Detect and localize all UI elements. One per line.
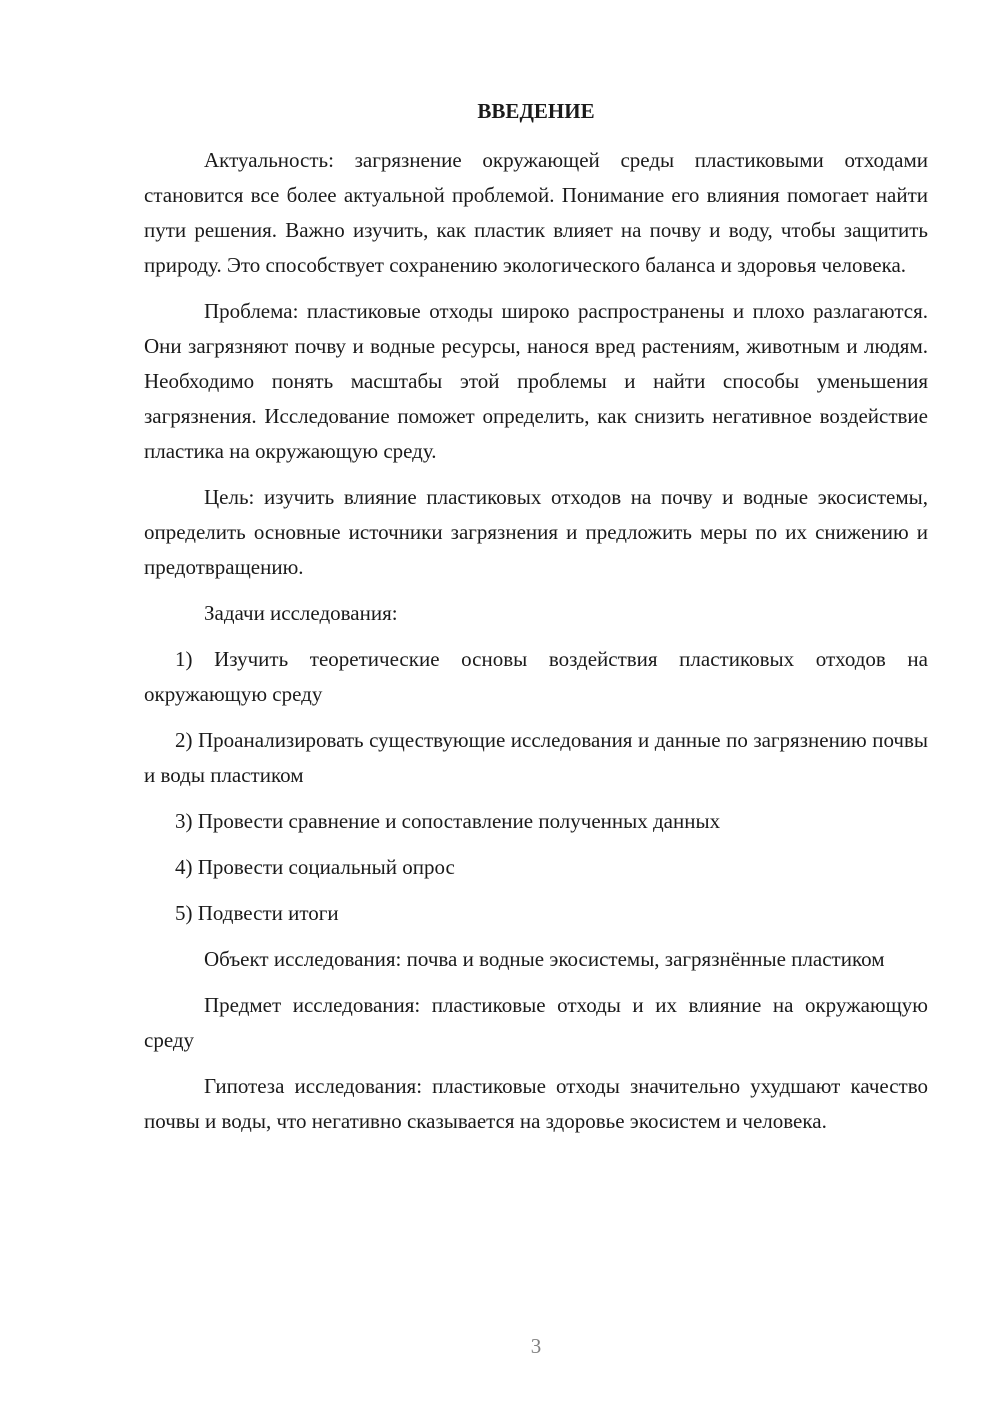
page-title: ВВЕДЕНИЕ	[477, 99, 595, 123]
task-item-5: 5) Подвести итоги	[175, 901, 339, 925]
document-body	[144, 143, 928, 1150]
paragraph-goal: Цель: изучить влияние пластиковых отходов на почву и водные экосистемы, определить основные источники загрязнения и предложить меры по их снижению и предотвращению.	[144, 485, 928, 579]
task-item-3: 3) Провести сравнение и сопоставление полученных данных	[175, 809, 721, 833]
paragraph-hypothesis: Гипотеза исследования: пластиковые отходы значительно ухудшают качество почвы и воды, что негативно сказывается на здоровье экосистем и человека.	[144, 1074, 928, 1133]
paragraph-object: Объект исследования: почва и водные экосистемы, загрязнённые пластиком	[204, 947, 885, 971]
paragraph-subject: Предмет исследования: пластиковые отходы и их влияние на окружающую среду	[144, 993, 928, 1052]
tasks-heading: Задачи исследования:	[204, 601, 398, 625]
paragraph-relevance: Актуальность: загрязнение окружающей среды пластиковыми отходами становится все более актуальной проблемой. Понимание его влияния помогает найти пути решения. Важно изучить, как пластик влияет на почву и воду, чтобы защитить природу. Это способствует сохранению экологического баланса и здоровья человека.	[144, 148, 928, 277]
task-item-1: 1) Изучить теоретические основы воздействия пластиковых отходов на окружающую среду	[144, 647, 928, 706]
task-item-2: 2) Проанализировать существующие исследования и данные по загрязнению почвы и воды пластиком	[144, 728, 928, 787]
task-item-4: 4) Провести социальный опрос	[175, 855, 455, 879]
paragraph-problem: Проблема: пластиковые отходы широко распространены и плохо разлагаются. Они загрязняют почву и водные ресурсы, нанося вред растениям, животным и людям. Необходимо понять масштабы этой проблемы и найти способы уменьшения загрязнения. Исследование поможет определить, как снизить негативное воздействие пластика на окружающую среду.	[144, 299, 928, 463]
page-number: 3	[530, 1334, 542, 1358]
